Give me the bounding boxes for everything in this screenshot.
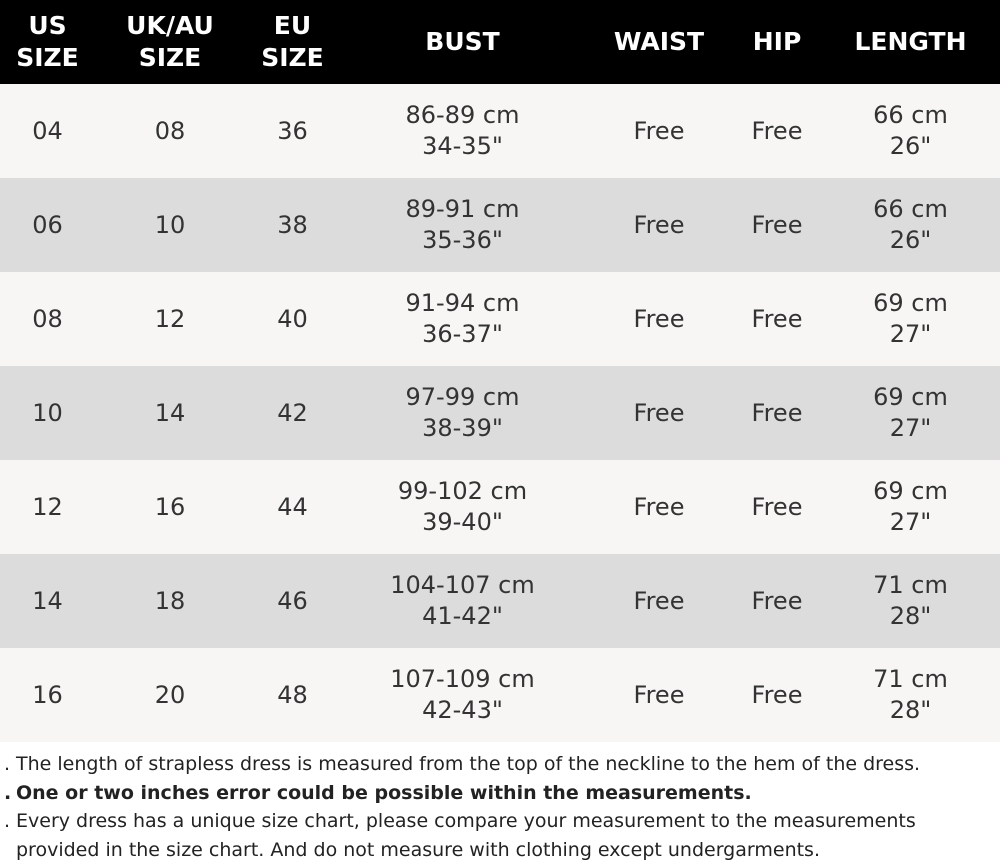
length-cm-value: 71 cm: [873, 665, 948, 693]
length-inch-value: 28": [889, 602, 932, 630]
note-item: [4, 750, 994, 779]
note-text: Every dress has a unique size chart, please compare your measurement to the measurements provided in the size chart. And do not measure with clothing except undergarments.: [16, 810, 916, 861]
length-cm-value: 69 cm: [873, 477, 948, 505]
bust-cm-value: 97-99 cm: [405, 383, 520, 411]
uk-au-size-cell: [95, 272, 245, 366]
eu-size-value: 38: [277, 210, 308, 239]
header-uk-au-size: [95, 0, 245, 84]
uk-au-size-cell: [95, 178, 245, 272]
bust-cm-value: 107-109 cm: [390, 665, 535, 693]
us-size-cell: [0, 366, 95, 460]
uk-au-size-value: 10: [154, 210, 186, 239]
us-size-cell: [0, 554, 95, 648]
eu-size-cell: [245, 272, 340, 366]
waist-value: Free: [633, 492, 685, 521]
bust-cell: [340, 178, 585, 272]
table-row: [0, 648, 1000, 742]
eu-size-cell: [245, 84, 340, 178]
table-row: [0, 178, 1000, 272]
note-item: [4, 779, 994, 808]
uk-au-size-value: 18: [154, 586, 186, 615]
header-us-size-line2: SIZE: [16, 43, 79, 72]
uk-au-size-cell: [95, 366, 245, 460]
us-size-value: 04: [32, 116, 63, 145]
length-inch-value: 26": [889, 132, 932, 160]
length-cm-value: 66 cm: [873, 195, 948, 223]
bust-inch-value: 38-39": [422, 414, 503, 442]
waist-cell: [585, 366, 733, 460]
length-cm-value: 71 cm: [873, 571, 948, 599]
bust-cell: [340, 554, 585, 648]
bust-inch-value: 34-35": [422, 132, 503, 160]
us-size-value: 16: [32, 680, 63, 709]
bullet-icon: .: [4, 810, 11, 832]
length-inch-value: 27": [889, 414, 932, 442]
length-cell: [821, 460, 1000, 554]
waist-cell: [585, 554, 733, 648]
length-cm-value: 69 cm: [873, 383, 948, 411]
eu-size-value: 48: [277, 680, 308, 709]
bust-inch-value: 35-36": [422, 226, 503, 254]
note-text: The length of strapless dress is measured from the top of the neckline to the hem of the dress.: [16, 753, 921, 775]
length-cm-value: 66 cm: [873, 101, 948, 129]
header-length: LENGTH: [854, 27, 967, 56]
us-size-cell: [0, 648, 95, 742]
length-cell: [821, 648, 1000, 742]
bust-cm-value: 86-89 cm: [405, 101, 520, 129]
us-size-value: 10: [32, 398, 63, 427]
length-inch-value: 27": [889, 508, 932, 536]
eu-size-value: 44: [277, 492, 308, 521]
bust-cell: [340, 648, 585, 742]
waist-cell: [585, 648, 733, 742]
bullet-icon: .: [4, 753, 11, 775]
size-notes: [4, 750, 994, 863]
uk-au-size-cell: [95, 460, 245, 554]
hip-value: Free: [751, 398, 803, 427]
hip-value: Free: [751, 304, 803, 333]
bust-inch-value: 41-42": [422, 602, 503, 630]
eu-size-cell: [245, 554, 340, 648]
eu-size-cell: [245, 178, 340, 272]
length-inch-value: 26": [889, 226, 932, 254]
waist-value: Free: [633, 116, 685, 145]
hip-value: Free: [751, 680, 803, 709]
hip-value: Free: [751, 492, 803, 521]
waist-value: Free: [633, 680, 685, 709]
table-row: [0, 272, 1000, 366]
eu-size-value: 42: [277, 398, 308, 427]
hip-value: Free: [751, 586, 803, 615]
hip-cell: [733, 460, 821, 554]
length-inch-value: 27": [889, 320, 932, 348]
uk-au-size-value: 20: [154, 680, 186, 709]
waist-cell: [585, 178, 733, 272]
eu-size-value: 40: [277, 304, 308, 333]
us-size-cell: [0, 460, 95, 554]
waist-value: Free: [633, 210, 685, 239]
uk-au-size-value: 08: [154, 116, 186, 145]
hip-value: Free: [751, 210, 803, 239]
eu-size-cell: [245, 648, 340, 742]
note-item: [4, 807, 994, 863]
waist-value: Free: [633, 398, 685, 427]
uk-au-size-cell: [95, 554, 245, 648]
bust-inch-value: 42-43": [422, 696, 503, 724]
header-eu-size-line2: SIZE: [261, 43, 324, 72]
note-text: One or two inches error could be possible within the measurements.: [16, 781, 752, 804]
hip-cell: [733, 84, 821, 178]
bust-inch-value: 39-40": [422, 508, 503, 536]
bust-cell: [340, 272, 585, 366]
bust-cm-value: 89-91 cm: [405, 195, 520, 223]
uk-au-size-cell: [95, 84, 245, 178]
table-row: [0, 366, 1000, 460]
table-row: [0, 460, 1000, 554]
bust-cell: [340, 366, 585, 460]
uk-au-size-value: 16: [154, 492, 186, 521]
hip-value: Free: [751, 116, 803, 145]
length-cm-value: 69 cm: [873, 289, 948, 317]
size-chart-header: [0, 0, 1000, 84]
us-size-cell: [0, 84, 95, 178]
us-size-cell: [0, 272, 95, 366]
bust-cell: [340, 460, 585, 554]
table-row: [0, 554, 1000, 648]
header-bust: BUST: [425, 27, 500, 56]
header-us-size-line1: US: [28, 11, 67, 40]
eu-size-cell: [245, 460, 340, 554]
waist-cell: [585, 84, 733, 178]
waist-value: Free: [633, 304, 685, 333]
length-cell: [821, 272, 1000, 366]
bust-cm-value: 104-107 cm: [390, 571, 535, 599]
eu-size-cell: [245, 366, 340, 460]
header-waist: WAIST: [613, 27, 705, 56]
us-size-value: 06: [32, 210, 63, 239]
hip-cell: [733, 178, 821, 272]
hip-cell: [733, 554, 821, 648]
waist-cell: [585, 460, 733, 554]
header-eu-size-line1: EU: [273, 11, 312, 40]
waist-cell: [585, 272, 733, 366]
hip-cell: [733, 648, 821, 742]
bullet-icon: .: [4, 781, 12, 804]
uk-au-size-value: 12: [154, 304, 186, 333]
waist-value: Free: [633, 586, 685, 615]
length-inch-value: 28": [889, 696, 932, 724]
bust-cm-value: 91-94 cm: [405, 289, 520, 317]
bust-inch-value: 36-37": [422, 320, 503, 348]
bust-cm-value: 99-102 cm: [397, 477, 528, 505]
us-size-value: 08: [32, 304, 63, 333]
uk-au-size-cell: [95, 648, 245, 742]
size-chart-body: [0, 84, 1000, 742]
length-cell: [821, 84, 1000, 178]
bust-cell: [340, 84, 585, 178]
table-row: [0, 84, 1000, 178]
hip-cell: [733, 366, 821, 460]
eu-size-value: 36: [277, 116, 308, 145]
header-us-size: [0, 0, 95, 84]
header-hip: HIP: [752, 27, 802, 56]
uk-au-size-value: 14: [154, 398, 186, 427]
length-cell: [821, 178, 1000, 272]
length-cell: [821, 554, 1000, 648]
header-eu-size: [245, 0, 340, 84]
header-uk-au-size-line2: SIZE: [138, 43, 202, 72]
us-size-value: 14: [32, 586, 63, 615]
eu-size-value: 46: [277, 586, 308, 615]
us-size-value: 12: [32, 492, 63, 521]
header-uk-au-size-line1: UK/AU: [126, 11, 214, 40]
length-cell: [821, 366, 1000, 460]
us-size-cell: [0, 178, 95, 272]
hip-cell: [733, 272, 821, 366]
